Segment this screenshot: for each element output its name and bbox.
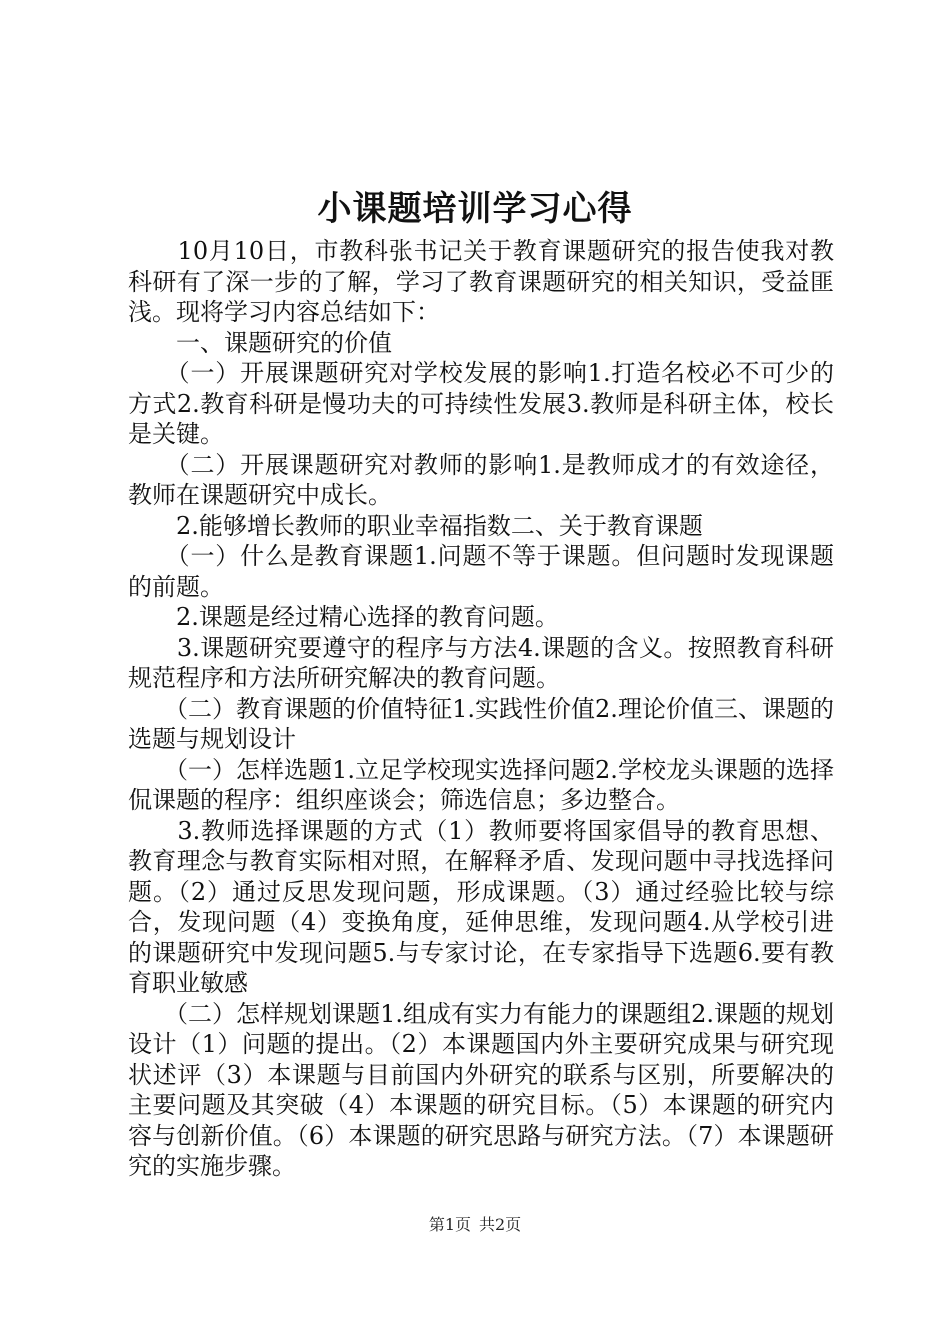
paragraph-teacher-impact: （二）开展课题研究对教师的影响1.是教师成才的有效途径，教师在课题研究中成长。 (128, 450, 834, 509)
document-body (128, 236, 834, 1182)
paragraph-how-to-plan: （二）怎样规划课题1.组成有实力有能力的课题组2.课题的规划设计（1）问题的提出。（2）本课题国内外主要研究成果与研究现状述评（3）本课题与目前国内外研究的联系与区别，所要解决的主要问题及其突破（4）本课题的研究目标。（5）本课题的研究内容与创新价值。（6）本课题的研究思路与研究方法。（7）本课题研究的实施步骤。 (128, 999, 834, 1180)
paragraph-value-features: （二）教育课题的价值特征1.实践性价值2.理论价值三、课题的选题与规划设计 (128, 694, 834, 753)
paragraph-selected-problem: 2.课题是经过精心选择的教育问题。 (128, 603, 559, 631)
paragraph-school-impact: （一）开展课题研究对学校发展的影响1.打造名校必不可少的方式2.教育科研是慢功夫的可持续性发展3.教师是科研主体，校长是关键。 (128, 359, 834, 448)
document-title: 小课题培训学习心得 (317, 189, 633, 229)
paragraph-happiness-index: 2.能够增长教师的职业幸福指数二、关于教育课题 (128, 511, 703, 540)
page-number: 第1页 (428, 1215, 471, 1234)
paragraph-intro: 10月10日，市教科张书记关于教育课题研究的报告使我对教科研有了深一步的了解，学习了教育课题研究的相关知识，受益匪浅。现将学习内容总结如下： (128, 237, 834, 326)
paragraph-what-is-topic: （一）什么是教育课题1.问题不等于课题。但问题时发现课题的前题。 (128, 542, 834, 601)
page-total: 共2页 (479, 1215, 522, 1234)
paragraph-selection-methods: 3.教师选择课题的方式（1）教师要将国家倡导的教育思想、教育理念与教育实际相对照，在解释矛盾、发现问题中寻找选择问题。（2）通过反思发现问题，形成课题。（3）通过经验比较与综合，发现问题（4）变换角度，延伸思维，发现问题4.从学校引进的课题研究中发现问题5.与专家讨论，在专家指导下选题6.要有教育职业敏感 (128, 816, 834, 997)
paragraph-how-to-select: （一）怎样选题1.立足学校现实选择问题2.学校龙头课题的选择侃课题的程序：组织座谈会；筛选信息；多边整合。 (128, 755, 834, 814)
paragraph-section-1-heading: 一、课题研究的价值 (128, 328, 392, 357)
paragraph-procedure-method: 3.课题研究要遵守的程序与方法4.课题的含义。按照教育科研规范程序和方法所研究解决的教育问题。 (128, 633, 834, 692)
page-footer (0, 1213, 950, 1237)
